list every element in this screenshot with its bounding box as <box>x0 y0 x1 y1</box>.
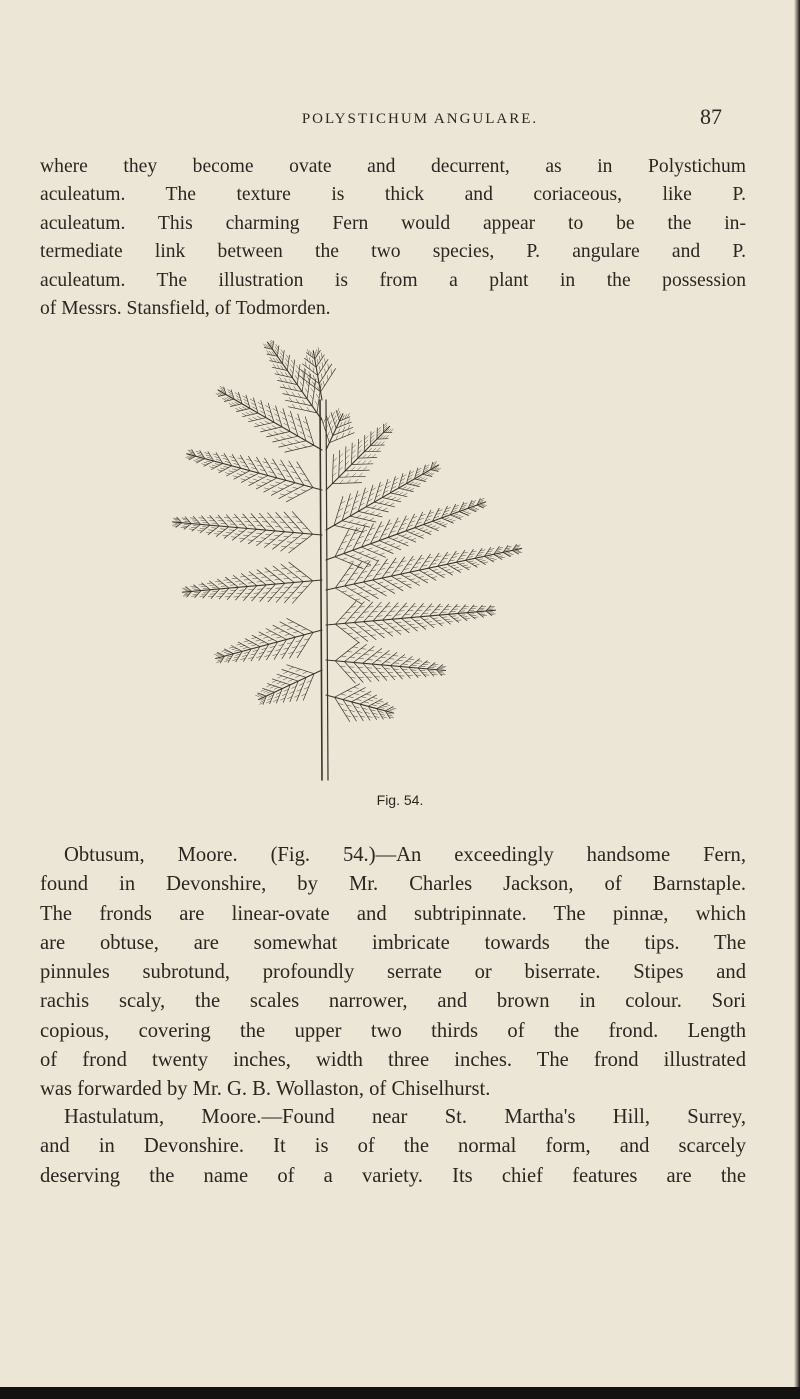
running-head <box>118 104 722 132</box>
text-line: was forwarded by Mr. G. B. Wollaston, of Chiselhurst. <box>40 1078 491 1101</box>
paragraph-continuation <box>40 153 746 323</box>
text-line: and in Devonshire. It is of the normal form, and scarcely <box>40 1135 746 1158</box>
page-edge-shadow <box>794 0 800 1399</box>
text-line: termediate link between the two species, P. angulare and P. <box>40 241 746 263</box>
text-line: Obtusum, Moore. (Fig. 54.)—An exceedingly handsome Fern, <box>64 844 746 866</box>
fern-frond-drawing <box>110 340 586 786</box>
text-line: rachis scaly, the scales narrower, and brown in colour. Sori <box>40 990 746 1013</box>
text-line: of Messrs. Stansfield, of Todmorden. <box>40 298 331 320</box>
text-line: The fronds are linear-ovate and subtripinnate. The pinnæ, which <box>40 902 746 925</box>
page-edge-bottom <box>0 1387 800 1399</box>
fern-frond-illustration <box>110 340 586 786</box>
paragraph-hastulatum <box>40 1103 746 1191</box>
running-title: POLYSTICHUM ANGULARE. <box>301 111 539 127</box>
text-line: aculeatum. This charming Fern would appear to be the in- <box>40 212 746 234</box>
text-line: Hastulatum, Moore.—Found near St. Martha's Hill, Surrey, <box>64 1106 746 1128</box>
text-line: aculeatum. The texture is thick and coriaceous, like P. <box>40 184 746 206</box>
text-line: found in Devonshire, by Mr. Charles Jackson, of Barnstaple. <box>40 873 746 896</box>
text-line: of frond twenty inches, width three inches. The frond illustrated <box>40 1049 746 1072</box>
text-line: pinnules subrotund, profoundly serrate or biserrate. Stipes and <box>40 961 746 984</box>
text-line: where they become ovate and decurrent, as in Polystichum <box>40 156 746 177</box>
text-line: are obtuse, are somewhat imbricate towards the tips. The <box>40 931 746 954</box>
page-number: 87 <box>700 104 722 129</box>
text-line: aculeatum. The illustration is from a plant in the possession <box>40 269 746 291</box>
figure-caption: Fig. 54. <box>376 792 424 808</box>
paragraph-obtusum <box>40 841 746 1105</box>
text-line: copious, covering the upper two thirds of the frond. Length <box>40 1019 746 1042</box>
text-line: deserving the name of a variety. Its chief features are the <box>40 1164 746 1187</box>
